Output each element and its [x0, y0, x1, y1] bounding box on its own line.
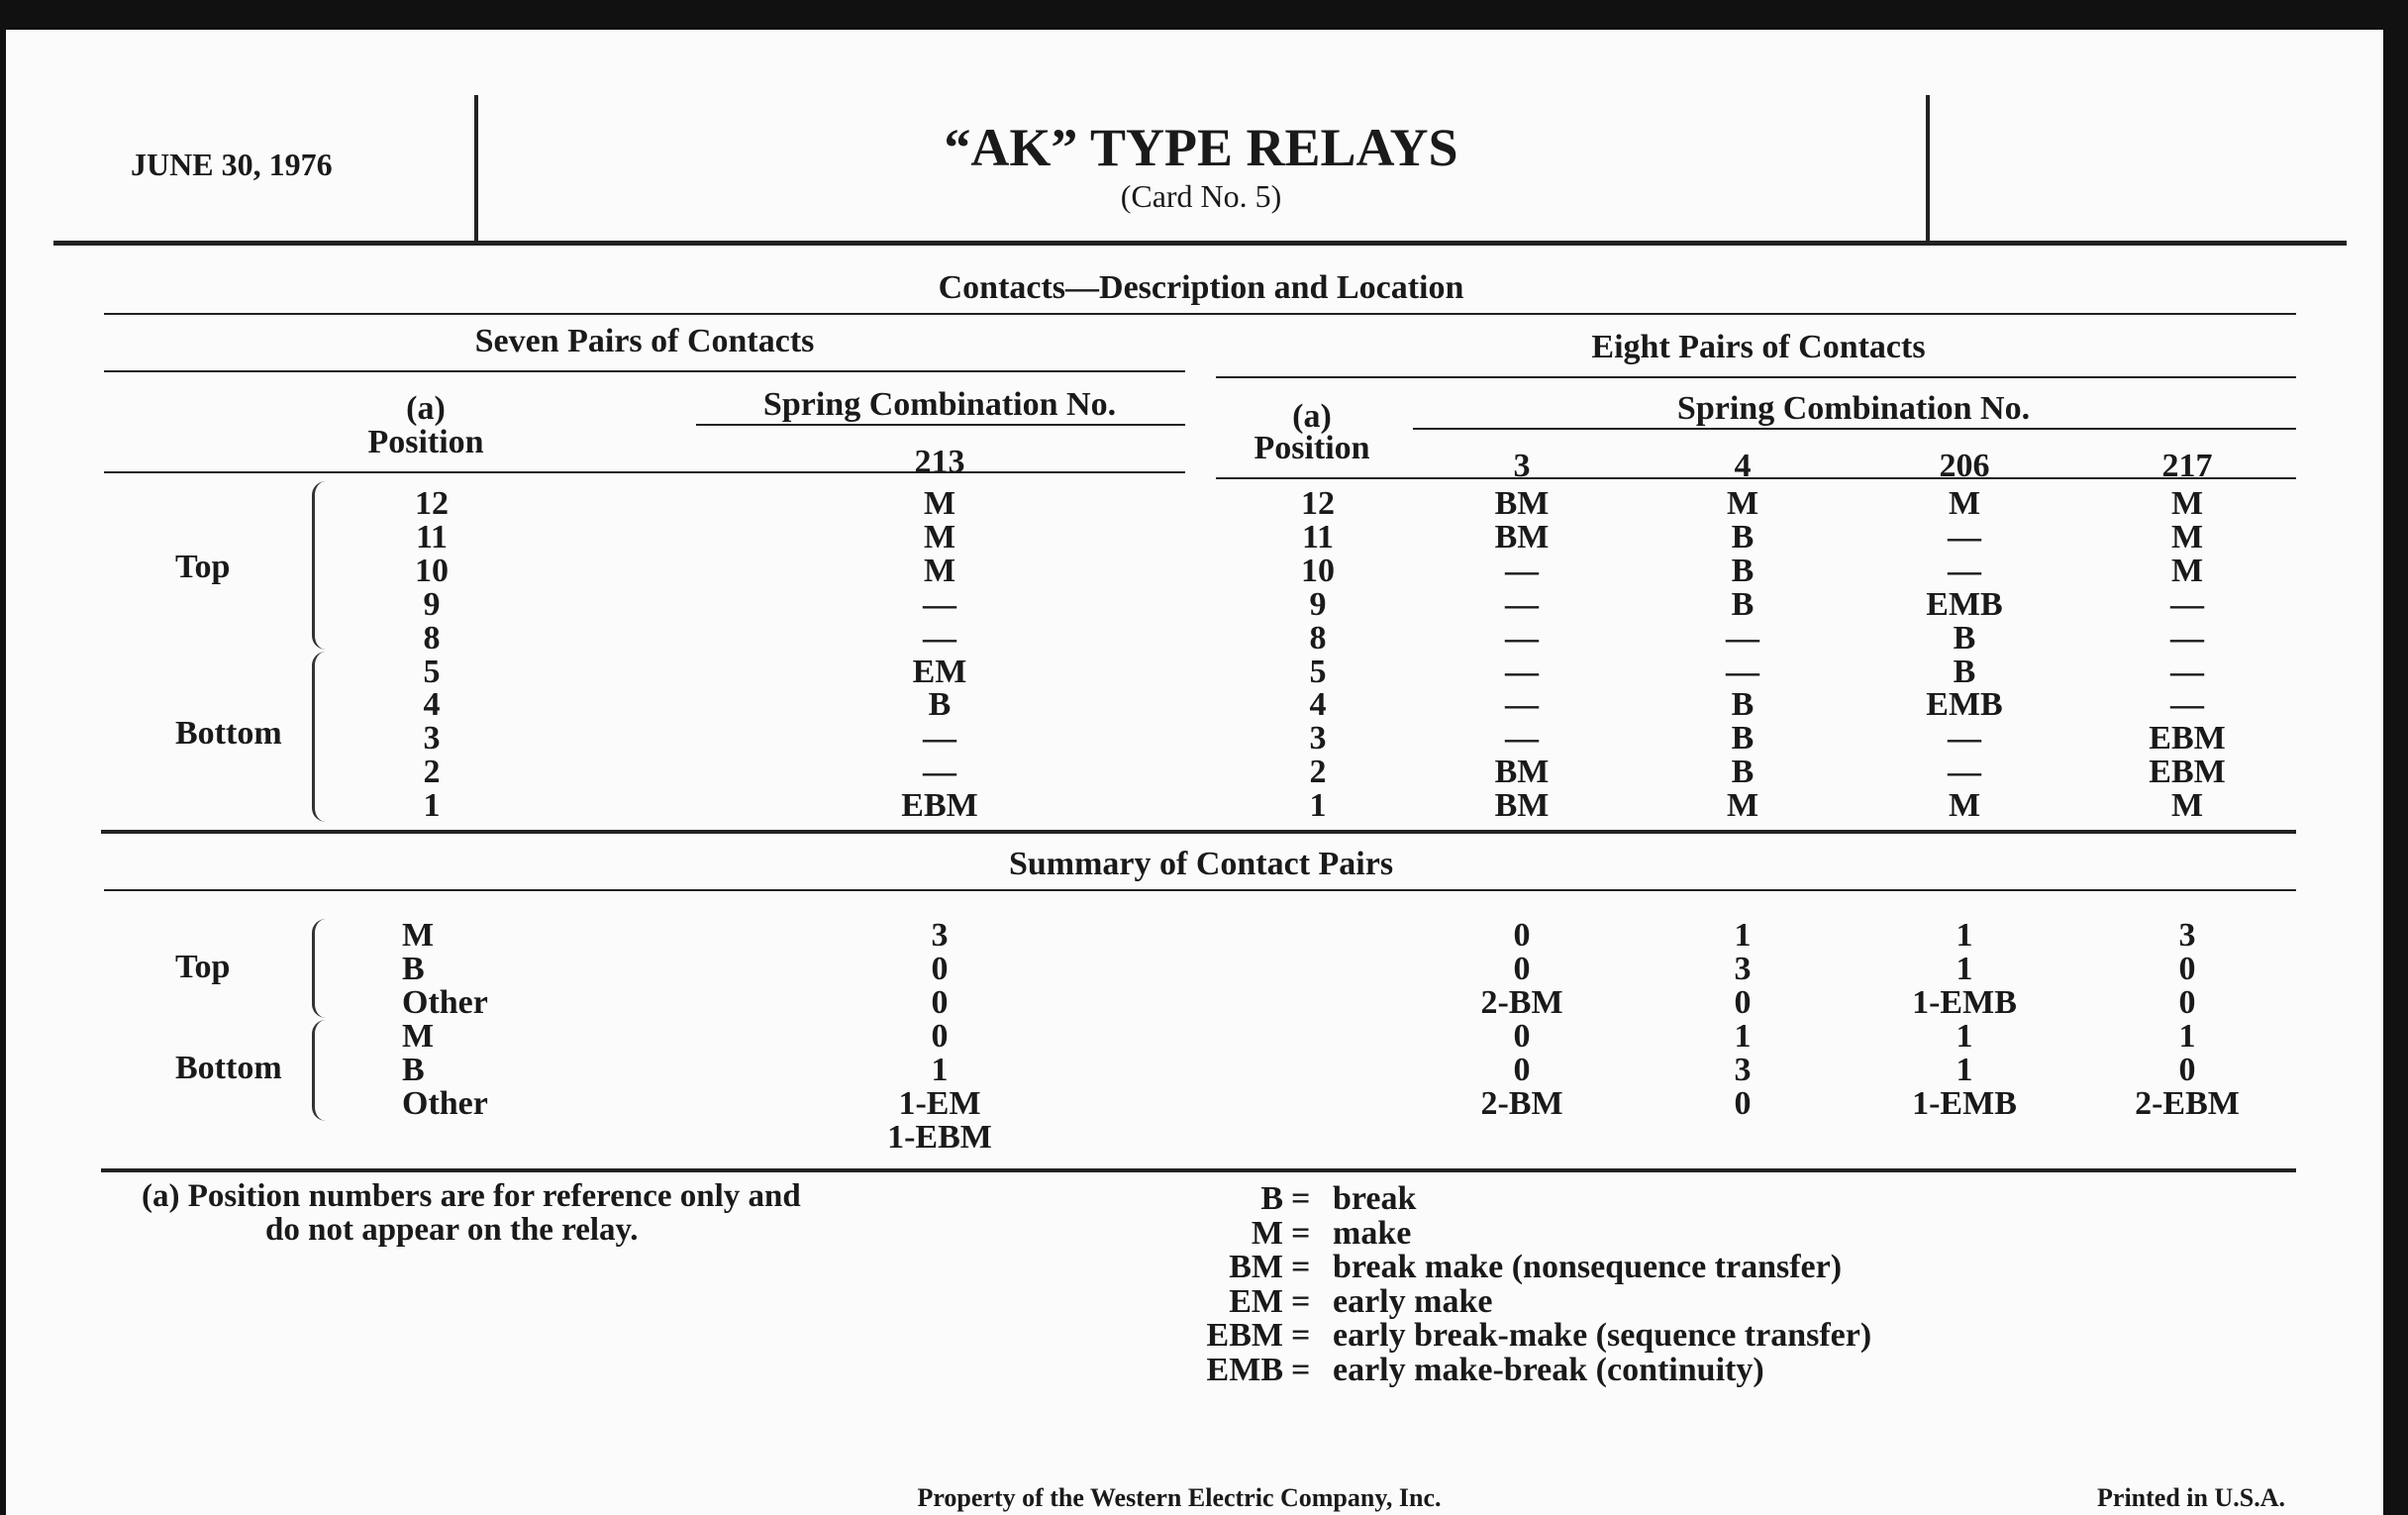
- summary-row-label: M: [402, 917, 435, 954]
- table-cell: B: [1953, 653, 1976, 690]
- position-number: 1: [423, 787, 441, 825]
- legend-abbreviation: EMB: [1206, 1351, 1283, 1388]
- rule: [101, 1168, 2296, 1172]
- table-cell: —: [1948, 754, 1981, 791]
- legend-meaning: early break-make (sequence transfer): [1333, 1317, 1872, 1354]
- group-bottom-label: Bottom: [175, 715, 282, 752]
- summary-cell: 1-EBM: [887, 1119, 992, 1156]
- summary-bottom-label: Bottom: [175, 1050, 282, 1086]
- legend-equals: =: [1291, 1180, 1311, 1217]
- column-header: 4: [1734, 448, 1752, 484]
- summary-cell: 3: [2178, 917, 2196, 954]
- rule: [1413, 428, 2296, 430]
- legend-equals: =: [1291, 1282, 1311, 1320]
- legend-equals: =: [1291, 1249, 1311, 1285]
- legend-meaning: make: [1333, 1214, 1412, 1252]
- summary-row-label: Other: [402, 984, 488, 1021]
- page-title: “AK” TYPE RELAYS: [944, 118, 1458, 177]
- summary-cell: 0: [2178, 984, 2196, 1021]
- table-cell: —: [2170, 619, 2204, 656]
- table-cell: M: [2170, 485, 2204, 522]
- position-number: 9: [423, 585, 441, 623]
- summary-cell: 0: [2178, 1052, 2196, 1088]
- summary-cell: 1: [1956, 1052, 1973, 1088]
- rule: [104, 370, 1185, 372]
- table-cell: B: [1731, 720, 1755, 758]
- legend-abbreviation: EBM: [1206, 1317, 1283, 1354]
- summary-cell: 2-BM: [1480, 1085, 1563, 1122]
- table-cell: —: [1948, 518, 1981, 556]
- summary-cell: 0: [1513, 1052, 1531, 1088]
- summary-cell: 1: [931, 1052, 949, 1088]
- table-cell: B: [928, 686, 952, 724]
- legend-meaning: early make-break (continuity): [1333, 1351, 1764, 1388]
- position-header: Position: [367, 424, 484, 460]
- seven-pairs-title: Seven Pairs of Contacts: [474, 323, 815, 359]
- legend-abbreviation: B: [1260, 1180, 1283, 1217]
- summary-cell: 1-EMB: [1912, 1085, 2017, 1122]
- position-number: 3: [1309, 720, 1327, 758]
- column-header: 217: [2161, 448, 2213, 484]
- legend-meaning: break make (nonsequence transfer): [1333, 1249, 1843, 1285]
- summary-cell: 0: [1734, 1085, 1752, 1122]
- summary-top-label: Top: [175, 949, 231, 985]
- position-number: 12: [1301, 485, 1335, 522]
- summary-row-label: Other: [402, 1085, 488, 1122]
- table-cell: B: [1953, 619, 1976, 656]
- legend-abbreviation: BM: [1229, 1249, 1283, 1285]
- table-cell: B: [1731, 754, 1755, 791]
- summary-cell: 0: [2178, 951, 2196, 987]
- table-cell: B: [1731, 686, 1755, 724]
- summary-cell: 0: [931, 951, 949, 987]
- table-cell: M: [2170, 552, 2204, 589]
- summary-cell: 3: [1734, 1052, 1752, 1088]
- position-number: 10: [415, 552, 449, 589]
- table-cell: —: [1726, 653, 1759, 690]
- header-rule: [53, 241, 2347, 246]
- summary-cell: 2-BM: [1480, 984, 1563, 1021]
- table-cell: EMB: [1926, 686, 2003, 724]
- table-cell: EMB: [1926, 585, 2003, 623]
- table-cell: —: [1948, 720, 1981, 758]
- table-cell: M: [923, 485, 956, 522]
- position-number: 11: [415, 518, 449, 556]
- table-cell: M: [923, 518, 956, 556]
- summary-cell: 0: [1513, 951, 1531, 987]
- rule: [104, 471, 1185, 473]
- summary-cell: 0: [931, 1018, 949, 1055]
- table-cell: —: [1505, 686, 1539, 724]
- summary-cell: 1: [1956, 951, 1973, 987]
- position-number: 1: [1309, 787, 1327, 825]
- table-cell: EBM: [2149, 754, 2226, 791]
- summary-cell: 0: [1513, 917, 1531, 954]
- footer-property: Property of the Western Electric Company, Inc.: [917, 1483, 1442, 1512]
- column-header-213: 213: [914, 444, 965, 480]
- table-cell: —: [1505, 619, 1539, 656]
- table-cell: —: [1505, 653, 1539, 690]
- table-cell: EBM: [901, 787, 978, 825]
- table-cell: BM: [1494, 754, 1550, 791]
- table-cell: BM: [1494, 787, 1550, 825]
- table-cell: M: [1726, 787, 1759, 825]
- footnote: (a) Position numbers are for reference only and: [142, 1178, 801, 1214]
- footnote: do not appear on the relay.: [265, 1212, 639, 1248]
- summary-row-label: B: [402, 951, 425, 987]
- legend-meaning: early make: [1333, 1282, 1493, 1320]
- legend-meaning: break: [1333, 1180, 1417, 1217]
- position-number: 8: [1309, 619, 1327, 656]
- column-header: 3: [1513, 448, 1531, 484]
- table-cell: —: [923, 585, 956, 623]
- table-cell: B: [1731, 552, 1755, 589]
- position-number: 10: [1301, 552, 1335, 589]
- summary-cell: 0: [1734, 984, 1752, 1021]
- position-number: 12: [415, 485, 449, 522]
- summary-cell: 1: [1956, 1018, 1973, 1055]
- position-number: 8: [423, 619, 441, 656]
- table-cell: B: [1731, 518, 1755, 556]
- summary-row-label: M: [402, 1018, 435, 1055]
- table-cell: M: [1726, 485, 1759, 522]
- summary-title: Summary of Contact Pairs: [1008, 846, 1394, 882]
- table-cell: M: [923, 552, 956, 589]
- summary-cell: 0: [1513, 1018, 1531, 1055]
- section-title: Contacts—Description and Location: [938, 269, 1464, 306]
- table-cell: —: [1505, 585, 1539, 623]
- position-a: (a): [406, 390, 446, 427]
- summary-row-label: B: [402, 1052, 425, 1088]
- table-cell: —: [1948, 552, 1981, 589]
- summary-cell: 0: [931, 984, 949, 1021]
- position-number: 4: [1309, 686, 1327, 724]
- brace: [312, 652, 329, 822]
- brace: [312, 919, 329, 1018]
- rule: [696, 424, 1185, 426]
- eight-pairs-title: Eight Pairs of Contacts: [1591, 329, 1926, 365]
- table-cell: —: [1505, 552, 1539, 589]
- rule: [104, 889, 2296, 891]
- legend-abbreviation: M: [1251, 1214, 1283, 1252]
- table-cell: —: [1505, 720, 1539, 758]
- summary-cell: 1: [1956, 917, 1973, 954]
- summary-cell: 1: [2178, 1018, 2196, 1055]
- rule: [104, 313, 2296, 315]
- summary-cell: 1: [1734, 1018, 1752, 1055]
- summary-cell: 1: [1734, 917, 1752, 954]
- position-number: 11: [1301, 518, 1335, 556]
- position-number: 5: [423, 653, 441, 690]
- position-header: Position: [1254, 430, 1370, 466]
- table-cell: —: [2170, 686, 2204, 724]
- position-a: (a): [1292, 398, 1332, 435]
- table-cell: M: [1948, 485, 1981, 522]
- table-cell: EM: [912, 653, 967, 690]
- brace: [312, 1020, 329, 1121]
- spring-combination-header: Spring Combination No.: [762, 386, 1117, 423]
- spring-combination-header: Spring Combination No.: [1676, 390, 2031, 427]
- table-cell: M: [2170, 787, 2204, 825]
- table-cell: M: [2170, 518, 2204, 556]
- legend-equals: =: [1291, 1351, 1311, 1388]
- header-divider: [474, 95, 478, 242]
- brace: [312, 481, 329, 650]
- table-cell: EBM: [2149, 720, 2226, 758]
- rule: [101, 830, 2296, 834]
- table-cell: —: [1726, 619, 1759, 656]
- table-cell: —: [2170, 585, 2204, 623]
- position-number: 2: [423, 754, 441, 791]
- summary-cell: 1-EM: [898, 1085, 981, 1122]
- position-number: 3: [423, 720, 441, 758]
- footer-printed: Printed in U.S.A.: [2097, 1483, 2285, 1512]
- table-cell: BM: [1494, 518, 1550, 556]
- summary-cell: 1-EMB: [1912, 984, 2017, 1021]
- summary-cell: 3: [931, 917, 949, 954]
- position-number: 4: [423, 686, 441, 724]
- relay-card: [6, 30, 2383, 1515]
- table-cell: —: [923, 754, 956, 791]
- table-cell: —: [2170, 653, 2204, 690]
- rule: [1216, 477, 2296, 479]
- date: JUNE 30, 1976: [131, 147, 333, 182]
- position-number: 2: [1309, 754, 1327, 791]
- header-divider: [1926, 95, 1930, 242]
- column-header: 206: [1939, 448, 1990, 484]
- table-cell: BM: [1494, 485, 1550, 522]
- table-cell: —: [923, 720, 956, 758]
- legend-equals: =: [1291, 1317, 1311, 1354]
- rule: [1216, 376, 2296, 378]
- table-cell: —: [923, 619, 956, 656]
- table-cell: B: [1731, 585, 1755, 623]
- legend-abbreviation: EM: [1229, 1282, 1283, 1320]
- summary-cell: 2-EBM: [2135, 1085, 2240, 1122]
- position-number: 9: [1309, 585, 1327, 623]
- group-top-label: Top: [175, 549, 231, 585]
- position-number: 5: [1309, 653, 1327, 690]
- table-cell: M: [1948, 787, 1981, 825]
- summary-cell: 3: [1734, 951, 1752, 987]
- card-number: (Card No. 5): [1120, 178, 1282, 214]
- legend-equals: =: [1291, 1214, 1311, 1252]
